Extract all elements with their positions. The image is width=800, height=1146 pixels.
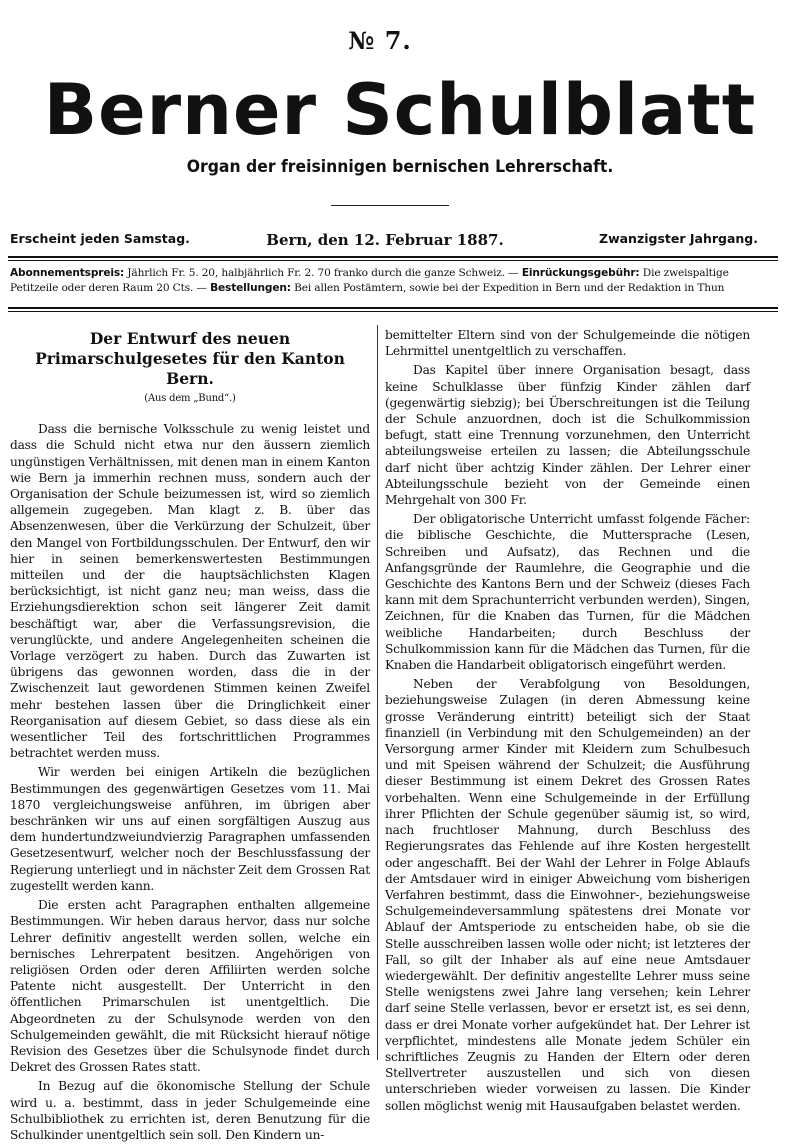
subscription-price-text: Jährlich Fr. 5. 20, halbjährlich Fr. 2. 70 franko durch die ganze Schweiz. —: [124, 267, 522, 279]
masthead-subtitle: Organ der freisinnigen bernischen Lehrerschaft.: [186, 157, 614, 177]
article-paragraph: In Bezug auf die ökonomische Stellung der Schule wird u. a. bestimmt, dass in jeder Schulgemeinde eine Schulbibliothek zu errichten ist, deren Benutzung für die Schulkinder unentgeltlich sein soll. Den Kindern un-: [10, 1079, 370, 1142]
insertion-fee-continued: Petitzeile oder deren Raum 20 Cts. —: [10, 282, 211, 294]
issue-date: Bern, den 12. Februar 1887.: [266, 231, 504, 249]
publication-frequency: Erscheint jeden Samstag.: [10, 231, 190, 246]
left-column: [10, 329, 370, 1146]
short-divider: [331, 205, 449, 206]
right-column: [385, 327, 750, 1117]
subscription-price-label: Abonnementspreis:: [10, 267, 125, 279]
header-rule-bottom-thin: [8, 311, 778, 312]
header-rule-top: [8, 256, 778, 258]
subscription-line-1: [10, 266, 780, 281]
header-rule-top-thin: [8, 260, 778, 261]
article-paragraph: Dass die bernische Volksschule zu wenig leistet und dass die Schuld nicht etwa nur den äussern ziemlich ungünstigen Verhältnissen, mit denen man in einem Kanton wie Bern ja immerhin rechnen muss, sondern auch der Organisation der Schule beizumessen ist, wird so ziemlich allgemein zugegeben. Man klagt z. B. über das Absenzenwesen, über die Verkürzung der Schulzeit, über den Mangel von Fortbildungsschulen. Der Entwurf, den wir hier in seinen bemerkenswertesten Bestimmungen mitteilen und der die hauptsächlichsten Klagen berücksichtigt, ist nicht ganz neu; man weiss, dass die Erziehungsdierektion schon seit längerer Zeit damit beschäftigt war, aber die Verfassungsrevision, die verunglückte, und andere Angelegenheiten scheinen die Vorlage verzögert zu haben. Durch das Zuwarten ist übrigens das gewonnen worden, dass die in der Zwischenzeit laut gewordenen Stimmen keinen Zweifel mehr bestehen lassen über die Dringlichkeit einer Reorganisation auf diesem Gebiet, so dass diese als ein wesentlicher Teil des fortschrittlichen Programmes betrachtet werden muss.: [10, 422, 370, 761]
article-paragraph: Wir werden bei einigen Artikeln die bezüglichen Bestimmungen des gegenwärtigen Gesetzes vom 11. Mai 1870 vergleichungsweise anführen, im übrigen aber beschränken wir uns auf einen sorgfältigen Auszug aus dem hundertundzweiundvierzig Paragraphen umfassenden Gesetzesentwurf, welcher noch der Beschlussfassung der Regierung unterliegt und in nächster Zeit dem Grossen Rat zugestellt werden kann.: [10, 765, 370, 893]
article-title: Der Entwurf des neuen Primarschulgesetes für den Kanton Bern.: [35, 329, 345, 388]
volume-label: Zwanzigster Jahrgang.: [599, 231, 758, 246]
article-paragraph: Die ersten acht Paragraphen enthalten allgemeine Bestimmungen. Wir heben daraus hervor, dass nur solche Lehrer definitiv angestellt werden sollen, welche ein bernisches Lehrerpatent besitzen. Angehörigen von religiösen Orden oder deren Affiliirten werden solche Patente nicht ausgestellt. Der Unterricht in den öffentlichen Primarschulen ist unentgeltlich. Die Abgeordneten zu der Schulsynode werden von den Schulgemeinden gewählt, die mit Rücksicht hierauf nötige Revision des Gesetzes über die Schulsynode findet durch Dekret des Grossen Rates statt.: [10, 898, 370, 1075]
insertion-fee-text: Die zweispaltige: [639, 267, 729, 279]
column-divider: [377, 325, 378, 1060]
issue-number: № 7.: [348, 26, 412, 55]
article-paragraph: bemittelter Eltern sind von der Schulgemeinde die nötigen Lehrmittel unentgeltlich zu verschaffen.: [385, 328, 750, 359]
article-paragraph: Der obligatorische Unterricht umfasst folgende Fächer: die biblische Geschichte, die Muttersprache (Lesen, Schreiben und Aufsatz), das Rechnen und die Anfangsgründe der Raumlehre, die Geographie und die Geschichte des Kantons Bern und der Schweiz (dieses Fach kann mit dem Sprachunterricht verbunden werden), Singen, Zeichnen, für die Knaben das Turnen, für die Mädchen weibliche Handarbeiten; durch Beschluss der Schulkommission kann für die Mädchen das Turnen, für die Knaben die Handarbeit obligatorisch eingeführt werden.: [385, 512, 750, 673]
masthead-title: Berner Schulblatt: [43, 69, 757, 151]
subscription-info: [10, 266, 780, 296]
article-source: (Aus dem „Bund“.): [144, 393, 236, 404]
article-paragraph: Das Kapitel über innere Organisation besagt, dass keine Schulklasse über fünfzig Kinder zählen darf (gegenwärtig siebzig); bei Überschreitungen ist die Teilung der Schule anzuordnen, doch ist die Schulkommission befugt, statt eine Trennung vorzunehmen, den Unterricht abteilungsweise erteilen zu lassen; die Abteilungsschule darf nicht über achtzig Kinder zählen. Der Lehrer einer Abteilungsschule bezieht von der Gemeinde einen Mehrgehalt von 300 Fr.: [385, 363, 750, 508]
insertion-fee-label: Einrückungsgebühr:: [521, 267, 640, 279]
subscription-line-2: [10, 281, 780, 296]
orders-text: Bei allen Postämtern, sowie bei der Expedition in Bern und der Redaktion in Thun: [290, 282, 725, 294]
header-rule-bottom: [8, 307, 778, 309]
article-paragraph: Neben der Verabfolgung von Besoldungen, beziehungsweise Zulagen (in deren Abmessung keine grosse Veränderung eintritt) beteiligt sich der Staat finanziell (in Verbindung mit den Schulgemeinden) an der Versorgung armer Kinder mit Kleidern zum Schulbesuch und mit Speisen während der Schulzeit; die Ausführung dieser Bestimmung ist einem Dekret des Grossen Rates vorbehalten. Wenn eine Schulgemeinde in der Erfüllung ihrer Pflichten der Schule gegenüber säumig ist, so wird, nach fruchtloser Mahnung, durch Beschluss des Regierungsrates das Fehlende auf ihre Kosten hergestellt oder angeschafft. Bei der Wahl der Lehrer in Folge Ablaufs der Amtsdauer wird in einiger Abweichung vom bisherigen Verfahren bestimmt, dass die Einwohner-, beziehungsweise Schulgemeindeversammlung spätestens drei Monate vor Ablauf der Amtsperiode zu entscheiden habe, ob sie die Stelle ausschreiben lassen wolle oder nicht; ist letzteres der Fall, so gilt der Inhaber als auf eine neue Amtsdauer wiedergewählt. Der definitiv angestellte Lehrer muss seine Stelle wenigstens zwei Jahre lang versehen; kein Lehrer darf seine Stelle verlassen, bevor er ersetzt ist, es sei denn, dass er drei Monate vorher aufgekündet hat. Der Lehrer ist verpflichtet, mindestens alle Monate jedem Schüler ein schriftliches Zeugnis zu Handen der Eltern oder deren Stellvertreter auszustellen und sich von diesen unterschrieben wieder vorweisen zu lassen. Die Kinder sollen möglichst wenig mit Hausaufgaben belastet werden.: [385, 677, 750, 1113]
orders-label: Bestellungen:: [210, 282, 291, 294]
